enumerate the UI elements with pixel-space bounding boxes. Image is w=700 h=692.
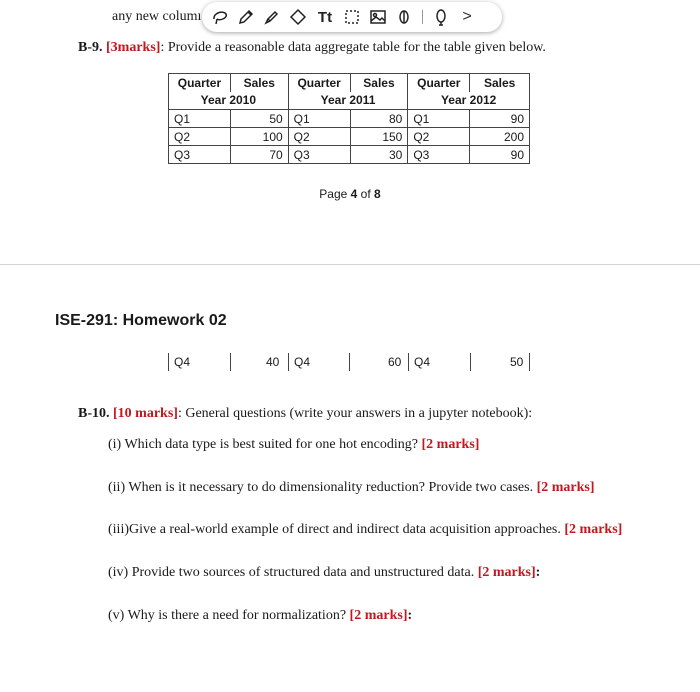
question-b9 [78,40,546,56]
cell-border [470,353,471,371]
year-2012: Year 2012 [408,92,530,110]
table-cell: 50 [510,355,524,369]
pen-icon[interactable] [234,5,258,29]
question-text: (iv) Provide two sources of structured data and unstructured data. [108,565,478,580]
image-icon[interactable] [366,5,390,29]
b10-number: B-10. [78,406,110,421]
table-cell: 50 [230,110,288,128]
table-row [169,110,530,128]
header-sales-2012: Sales [470,74,530,92]
question-ii [108,480,595,496]
question-text: (v) Why is there a need for normalization? [108,608,350,623]
cell-border [230,353,231,371]
toolbar-separator [422,10,423,24]
question-i [108,437,479,453]
b9-text: : Provide a reasonable data aggregate table for the table given below. [160,40,546,55]
table-cell: Q2 [169,128,231,146]
cell-border [408,353,409,371]
table-row [169,128,530,146]
question-marks: [2 marks] [421,437,480,452]
selection-box-icon[interactable] [340,5,364,29]
table-cell: 30 [350,146,408,164]
question-iii [108,522,622,538]
question-suffix: : [535,565,541,580]
b10-marks: [10 marks] [113,406,178,421]
top-partial-text: any new columı [112,9,202,24]
header-quarter-2011: Quarter [288,74,350,92]
homework-title: ISE-291: Homework 02 [55,312,227,329]
table-cell: 40 [266,355,280,369]
table-cell: 200 [470,128,530,146]
question-marks: [2 marks] [536,480,595,495]
question-b10 [78,406,532,422]
pencil-active-icon[interactable] [429,5,453,29]
header-quarter-2010: Quarter [169,74,231,92]
sales-table [168,73,530,164]
header-sales-2011: Sales [350,74,408,92]
table-cell: Q3 [169,146,231,164]
page-divider [0,264,700,265]
page-total: 8 [374,187,381,201]
header-sales-2010: Sales [230,74,288,92]
eraser-icon[interactable] [286,5,310,29]
pencil-tip-icon[interactable] [392,5,416,29]
page-number [0,187,700,201]
question-marks: [2 marks] [349,608,408,623]
table-row [169,146,530,164]
table-cell: Q1 [169,110,231,128]
table-cell: Q4 [414,355,431,369]
table-cell: Q3 [408,146,470,164]
highlighter-icon[interactable] [260,5,284,29]
table-cell: 90 [470,110,530,128]
lasso-icon[interactable] [208,5,232,29]
table-cell: Q2 [408,128,470,146]
text-tool-icon[interactable]: Tt [317,8,333,26]
question-iv [108,565,540,581]
cell-border [349,353,350,371]
table-cell: Q2 [288,128,350,146]
question-marks: [2 marks] [564,522,623,537]
page-current: 4 [350,187,358,201]
table-cell: Q3 [288,146,350,164]
cell-border [168,353,169,371]
header-quarter-2012: Quarter [408,74,470,92]
year-2010: Year 2010 [169,92,289,110]
year-2011: Year 2011 [288,92,408,110]
b10-text: : General questions (write your answers in a jupyter notebook): [177,406,533,421]
question-text: (i) Which data type is best suited for one hot encoding? [108,437,422,452]
table-cell: 70 [230,146,288,164]
b9-number: B-9. [78,40,103,55]
table-cell: Q1 [288,110,350,128]
page-mid: of [357,187,375,201]
page-prefix: Page [319,187,351,201]
b9-marks: [3marks] [106,40,161,55]
table-cell: 150 [350,128,408,146]
table-cell: 100 [230,128,288,146]
question-suffix: : [407,608,413,623]
question-v [108,608,412,624]
question-marks: [2 marks] [477,565,536,580]
chevron-right-icon[interactable]: > [462,8,472,25]
table-cell: Q4 [294,355,311,369]
table-continuation-row [168,352,530,374]
table-cell: 90 [470,146,530,164]
markup-toolbar [202,2,502,32]
table-cell: Q1 [408,110,470,128]
cell-border [288,353,289,371]
cell-border [529,353,530,371]
table-cell: 60 [388,355,402,369]
table-cell: 80 [350,110,408,128]
table-cell: Q4 [174,355,191,369]
question-text: (iii)Give a real-world example of direct and indirect data acquisition approaches. [108,522,565,537]
question-text: (ii) When is it necessary to do dimensionality reduction? Provide two cases. [108,480,537,495]
